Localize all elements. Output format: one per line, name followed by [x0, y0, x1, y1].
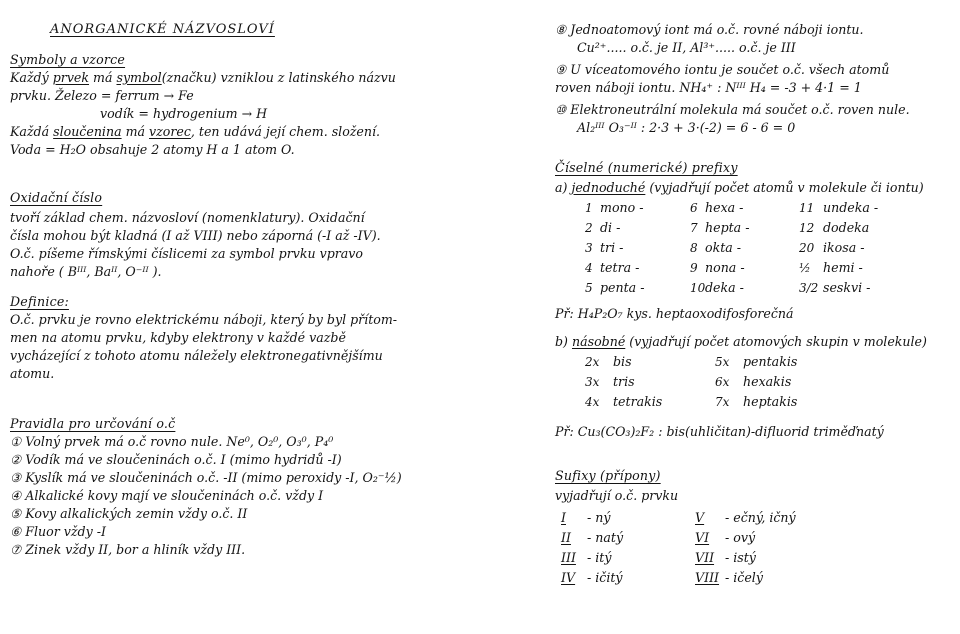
- rule-item-9-example: roven náboji iontu. NH₄⁺ : Nᴵᴵᴵ H₄ = -3 + 4·1 = 1: [555, 80, 862, 95]
- rules-heading: Pravidla pro určování o.č: [10, 416, 176, 431]
- rule-item-5: ⑤ Kovy alkalických zemin vždy o.č. II: [10, 506, 248, 521]
- rule-item-3: ③ Kyslík má ve sloučeninách o.č. -II (mimo peroxidy -I, O₂⁻½): [10, 470, 402, 485]
- oxidation-line-1: tvoří základ chem. názvosloví (nomenklatury). Oxidační: [10, 210, 365, 225]
- definition-line-2: men na atomu prvku, kdyby elektrony v každé vazbě: [10, 330, 346, 345]
- definition-line-1: O.č. prvku je rovno elektrickému náboji, který by byl přítom-: [10, 312, 398, 327]
- symbols-line-1: Každý prvek má symbol(značku) vzniklou z latinského názvu: [10, 70, 396, 85]
- rule-item-4: ④ Alkalické kovy mají ve sloučeninách o.č. vždy I: [10, 488, 324, 503]
- rule-item-2: ② Vodík má ve sloučeninách o.č. I (mimo hydridů -I): [10, 452, 342, 467]
- oxidation-line-4: nahoře ( Bᴵᴵᴵ, Baᴵᴵ, O⁻ᴵᴵ ).: [10, 264, 162, 279]
- rule-item-8-example: Cu²⁺..... o.č. je II, Al³⁺..... o.č. je III: [577, 40, 796, 55]
- rule-item-10: ⑩ Elektroneutrální molekula má součet o.č. roven nule.: [555, 102, 910, 117]
- definition-line-4: atomu.: [10, 366, 55, 381]
- prefix-example-2: Př: Cu₃(CO₃)₂F₂ : bis(uhličitan)-difluorid triměďnatý: [555, 424, 884, 439]
- suffixes-subheading: vyjadřují o.č. prvku: [555, 488, 679, 503]
- symbols-line-4: Každá sloučenina má vzorec, ten udává její chem. složení.: [10, 124, 381, 139]
- prefixes-multi-label: b) násobné (vyjadřují počet atomových skupin v molekule): [555, 334, 927, 349]
- rule-item-8: ⑧ Jednoatomový iont má o.č. rovné náboji iontu.: [555, 22, 864, 37]
- rule-item-1: ① Volný prvek má o.č rovno nule. Ne⁰, O₂⁰, O₃⁰, P₄⁰: [10, 434, 334, 449]
- suffixes-heading: Sufixy (přípony): [555, 468, 661, 483]
- prefixes-heading: Číselné (numerické) prefixy: [555, 160, 738, 175]
- rule-item-6: ⑥ Fluor vždy -I: [10, 524, 106, 539]
- oxidation-line-3: O.č. píšeme římskými číslicemi za symbol prvku vpravo: [10, 246, 363, 261]
- prefixes-simple-label: a) jednoduché (vyjadřují počet atomů v molekule či iontu): [555, 180, 924, 195]
- rule-item-9: ⑨ U víceatomového iontu je součet o.č. všech atomů: [555, 62, 890, 77]
- oxidation-heading: Oxidační číslo: [10, 190, 103, 205]
- symbols-line-2: prvku. Železo = ferrum → Fe: [10, 88, 194, 103]
- definition-line-3: vycházející z tohoto atomu náležely elektronegativnějšímu: [10, 348, 383, 363]
- rule-item-10-example: Al₂ᴵᴵᴵ O₃⁻ᴵᴵ : 2·3 + 3·(-2) = 6 - 6 = 0: [577, 120, 796, 135]
- prefix-example-1: Př: H₄P₂O₇ kys. heptaoxodifosforečná: [555, 306, 794, 321]
- definition-heading: Definice:: [10, 294, 69, 309]
- page-title: ANORGANICKÉ NÁZVOSLOVÍ: [50, 22, 275, 37]
- rule-item-7: ⑦ Zinek vždy II, bor a hliník vždy III.: [10, 542, 246, 557]
- oxidation-line-2: čísla mohou být kladná (I až VIII) nebo záporná (-I až -IV).: [10, 228, 381, 243]
- symbols-line-5: Voda = H₂O obsahuje 2 atomy H a 1 atom O.: [10, 142, 295, 157]
- symbols-line-3: vodík = hydrogenium → H: [100, 106, 268, 121]
- symbols-heading: Symboly a vzorce: [10, 52, 126, 67]
